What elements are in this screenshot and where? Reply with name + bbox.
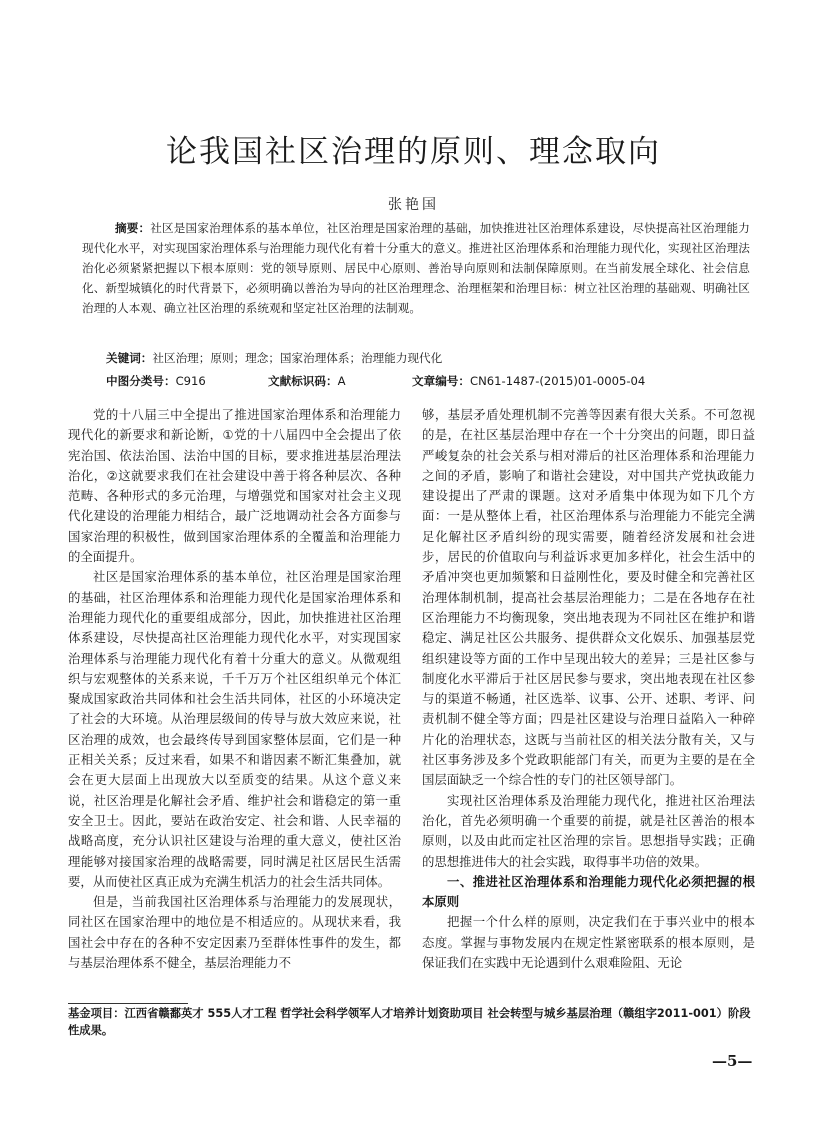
funding-footnote: 基金项目：江西省赣鄱英才 555人才工程 哲学社会科学领军人才培养计划资助项目 社会转型与城乡基层治理（赣组字2011-001）阶段性成果。	[68, 1007, 751, 1037]
body-right-column	[422, 405, 755, 973]
author-name: 张艳国	[388, 197, 439, 213]
document-code: 文献标识码：A	[268, 374, 346, 388]
body-paragraph: 党的十八届三中全提出了推进国家治理体系和治理能力现代化的新要求和新论断，①党的十八届四中全会提出了依宪治国、依法治国、法治中国的目标，要求推进基层治理法治化，②这就要求我们在社会建设中善于将各种层次、各种范畴、各种形式的多元治理，与增强党和国家对社会主义现代化建设的治理能力相结合，最广泛地调动社会各方面参与国家治理的积极性，做到国家治理体系的全覆盖和治理能力的全面提升。	[68, 407, 401, 565]
body-paragraph: 但是，当前我国社区治理体系与治理能力的发展现状，同社区在国家治理中的地位是不相适应的。从现状来看，我国社会中存在的各种不安定因素乃至群体性事件的发生，都与基层治理体系不健全，基层治理能力不	[68, 894, 401, 971]
body-paragraph: 够，基层矛盾处理机制不完善等因素有很大关系。不可忽视的是，在社区基层治理中存在一个十分突出的问题，即日益严峻复杂的社会关系与相对滞后的社区治理体系和治理能力之间的矛盾，影响了和谐社会建设，对中国共产党执政能力建设提出了严肃的课题。这对矛盾集中体现为如下几个方面：一是从整体上看，社区治理体系与治理能力不能完全满足化解社区矛盾纠纷的现实需要，随着经济发展和社会进步，居民的价值取向与利益诉求更加多样化，社会生活中的矛盾冲突也更加频繁和日益刚性化，要及时健全和完善社区治理体制机制，提高社会基层治理能力；二是在各地存在社区治理能力不均衡现象，突出地表现为不同社区在维护和谐稳定、满足社区公共服务、提供群众文化娱乐、加强基层党组织建设等方面的工作中呈现出较大的差异；三是社区参与制度化水平滞后于社区居民参与要求，突出地表现在社区参与的渠道不畅通，社区选举、议事、公开、述职、考评、问责机制不健全等方面；四是社区建设与治理日益陷入一种碎片化的治理状态，这既与当前社区的相关法分散有关，又与社区事务涉及多个党政职能部门有关，而更为主要的是在全国层面缺乏一个综合性的专门的社区领导部门。	[422, 407, 755, 788]
page-number: —5—	[712, 1052, 753, 1070]
abstract-text: 社区是国家治理体系的基本单位，社区治理是国家治理的基础，加快推进社区治理体系建设，尽快提高社区治理能力现代化水平，对实现国家治理体系与治理能力现代化有着十分重大的意义。推进社区治理体系和治理能力现代化，实现社区治理法治化必须紧紧把握以下根本原则：党的领导原则、居民中心原则、善治导向原则和法制保障原则。在当前发展全球化、社会信息化、新型城镇化的时代背景下，必须明确以善治为导向的社区治理理念、治理框架和治理目标：树立社区治理的基础观、明确社区治理的人本观、确立社区治理的系统观和坚定社区治理的法制观。	[82, 221, 750, 315]
article-title: 论我国社区治理的原则、理念取向	[166, 134, 661, 170]
body-paragraph: 社区是国家治理体系的基本单位，社区治理是国家治理的基础，社区治理体系和治理能力现代化是国家治理体系和治理能力现代化的重要组成部分，因此，加快推进社区治理体系建设，尽快提高社区治理能力现代化水平，对实现国家治理体系与治理能力现代化有着十分重大的意义。从微观组织与宏观整体的关系来说，千千万万个社区组织单元个体汇聚成国家政治共同体和社会生活共同体，社区的小环境决定了社会的大环境。从治理层级间的传导与放大效应来说，社区治理的成效，也会最终传导到国家整体层面，它们是一种正相关关系；反过来看，如果不和谐因素不断汇集叠加，就会在更大层面上出现放大以至质变的结果。从这个意义来说，社区治理是化解社会矛盾、维护社会和谐稳定的第一重安全卫士。因此，要站在政治安定、社会和谐、人民幸福的战略高度，充分认识社区建设与治理的重大意义，使社区治理能够对接国家治理的战略需要，同时满足社区居民生活需要，从而使社区真正成为充满生机活力的社会生活共同体。	[68, 569, 401, 889]
keywords	[106, 348, 746, 368]
abstract-label: 摘要：	[115, 221, 151, 235]
section-heading: 一、推进社区治理体系和治理能力现代化必须把握的根本原则	[422, 873, 755, 910]
body-left-column	[68, 405, 401, 973]
body-paragraph: 实现社区治理体系及治理能力现代化，推进社区治理法治化，首先必须明确一个重要的前提，就是社区善治的根本原则，以及由此而定社区治理的宗旨。思想指导实践；正确的思想推进伟大的社会实践，取得事半功倍的效果。	[422, 792, 755, 869]
body-paragraph: 把握一个什么样的原则，决定我们在于事兴业中的根本态度。掌握与事物发展内在规定性紧密联系的根本原则，是保证我们在实践中无论遇到什么艰难险阻、无论	[422, 914, 755, 971]
footnote-rule	[68, 1003, 188, 1004]
abstract	[82, 218, 750, 318]
clc-number: 中图分类号：C916	[106, 374, 206, 388]
keywords-label: 关键词：	[106, 351, 153, 365]
keywords-text: 社区治理；原则；理念；国家治理体系；治理能力现代化	[152, 351, 443, 365]
article-number: 文章编号：CN61-1487-(2015)01-0005-04	[412, 374, 646, 388]
